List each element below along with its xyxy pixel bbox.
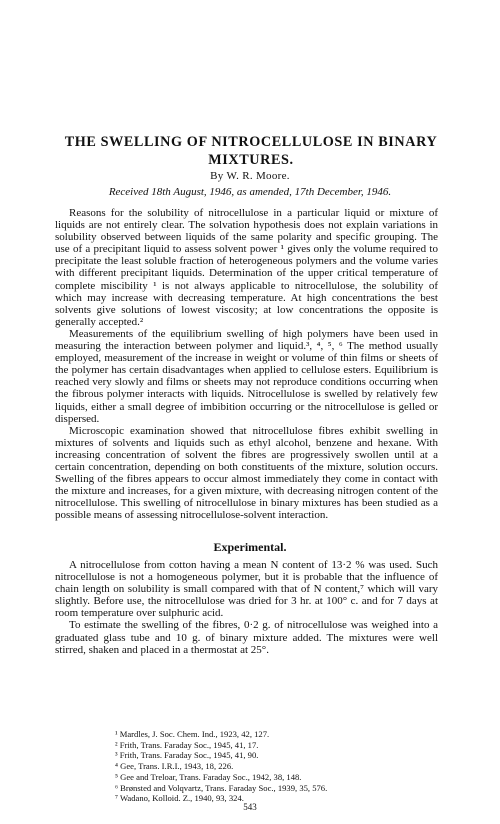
reference-item: ⁶ Brønsted and Volqvartz, Trans. Faraday Soc., 1939, 35, 576.	[115, 782, 328, 793]
experimental-section	[55, 559, 438, 656]
reference-item: ³ Frith, Trans. Faraday Soc., 1945, 41, 90.	[115, 750, 259, 761]
experimental-paragraph-2: To estimate the swelling of the fibres, 0·2 g. of nitrocellulose was weighed into a graduated glass tube and 10 g. of binary mixture added. The mixtures were well stirred, shaken and placed in a thermostat at 25°.	[55, 619, 438, 656]
intro-paragraph-3: Microscopic examination showed that nitrocellulose fibres exhibit swelling in mixtures of solvents and liquids such as ethyl alcohol, benzene and hexane. With increasing concentration of solvent the fibres are progressively swollen until at a certain concentration, depending on both constituents of the mixture, solution occurs. Swelling of the fibres appears to occur almost immediately they come in contact with the mixture and increases, for a given mixture, with decreasing nitrogen content of the nitrocellulose. This swelling of nitrocellulose in binary mixtures has been studied as a possible means of assessing nitrocellulose-solvent interaction.	[55, 424, 438, 522]
footnote-references	[115, 729, 445, 804]
reference-item: ⁴ Gee, Trans. I.R.I., 1943, 18, 226.	[115, 761, 234, 772]
reference-item: ¹ Mardles, J. Soc. Chem. Ind., 1923, 42, 127.	[115, 729, 270, 739]
experimental-paragraph-1: A nitrocellulose from cotton having a mean N content of 13·2 % was used. Such nitrocellulose is not a homogeneous polymer, but it is probable that the influence of chain length on solubility is small compared with that of N content,⁷ which will vary slightly. Before use, the nitrocellulose was dried for 3 hr. at 100° c. and for 7 days at room temperature over sulphuric acid.	[55, 559, 438, 620]
author-line: By W. R. Moore.	[210, 170, 290, 182]
intro-paragraph-1: Reasons for the solubility of nitrocellulose in a particular liquid or mixture of liquids are not entirely clear. The solvation hypothesis does not explain variations in solubility observed between liquids of the same polarity and specific grouping. The use of a precipitant liquid to assess solvent power ¹ gives only the volume required to precipitate the least soluble fraction of heterogeneous polymers and the volume varies with different precipitant liquids. Determination of the upper critical temperature of complete miscibility ¹ is not always applicable to nitrocellulose, the solubility of which may increase with decreasing temperature. At high concentrations the best solvents give solutions of lowest viscosity; at low concentrations the opposite is generally accepted.²	[55, 207, 438, 328]
reference-item: ² Frith, Trans. Faraday Soc., 1945, 41, 17.	[115, 739, 259, 750]
introduction	[55, 207, 438, 521]
reference-item: ⁵ Gee and Treloar, Trans. Faraday Soc., 1942, 38, 148.	[115, 771, 302, 782]
section-heading: Experimental.	[213, 540, 287, 554]
page-number: 543	[243, 802, 257, 812]
article-title: THE SWELLING OF NITROCELLULOSE IN BINARY MIXTURES.	[64, 134, 438, 168]
reference-item: ⁷ Wadano, Kolloid. Z., 1940, 93, 324.	[115, 793, 244, 804]
intro-paragraph-2: Measurements of the equilibrium swelling of high polymers have been used in measuring the interaction between polymer and liquid.³, ⁴, ⁵, ⁶ The method usually employed, measurement of the increase in weight or volume of thin films or sheets of the polymer has certain disadvantages when applied to cellulose esters. Equilibrium is reached very slowly and films or sheets may not reproduce conditions occurring when the fibrous polymer interacts with liquids. Nitrocellulose is swelled by relatively few liquids, either a small degree of imbibition occurring or the nitrocellulose is gelled or dispersed.	[55, 327, 438, 425]
received-date: Received 18th August, 1946, as amended, 17th December, 1946.	[108, 186, 392, 198]
